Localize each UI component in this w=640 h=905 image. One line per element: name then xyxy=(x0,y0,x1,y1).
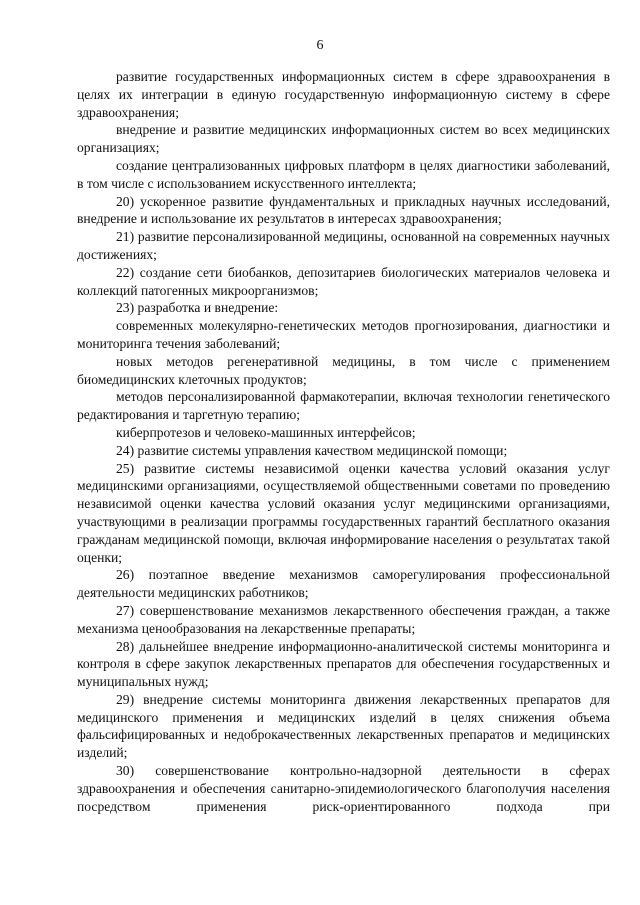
paragraph: 26) поэтапное введение механизмов саморегулирования профессиональной деятельности медицинских работников; xyxy=(77,567,610,601)
paragraph: 30) совершенствование контрольно-надзорной деятельности в сферах здравоохранения и обеспечения санитарно-эпидемиологического благополучия населения посредством применения риск-ориентированного подхода при xyxy=(77,763,610,814)
paragraph: 22) создание сети биобанков, депозитариев биологических материалов человека и коллекций патогенных микроорганизмов; xyxy=(77,264,610,298)
paragraph: 29) внедрение системы мониторинга движения лекарственных препаратов для медицинского применения и медицинских изделий в целях снижения объема фальсифицированных и недоброкачественных лекарственных препаратов и медицинских изделий; xyxy=(77,691,610,761)
paragraph: киберпротезов и человеко-машинных интерфейсов; xyxy=(116,424,416,440)
paragraph: 24) развитие системы управления качеством медицинской помощи; xyxy=(116,442,508,458)
paragraph: новых методов регенеративной медицины, в том числе с применением биомедицинских клеточных продуктов; xyxy=(77,353,610,387)
paragraph: 27) совершенствование механизмов лекарственного обеспечения граждан, а также механизма ценообразования на лекарственные препараты; xyxy=(77,602,610,636)
paragraph: методов персонализированной фармакотерапии, включая технологии генетического редактирования и таргетную терапию; xyxy=(77,389,610,423)
paragraph: 23) разработка и внедрение: xyxy=(116,300,279,316)
paragraph: 20) ускоренное развитие фундаментальных и прикладных научных исследований, внедрение и использование их результатов в интересах здравоохранения; xyxy=(77,193,610,227)
paragraph: 28) дальнейшее внедрение информационно-аналитической системы мониторинга и контроля в сфере закупок лекарственных препаратов для обеспечения государственных и муниципальных нужд; xyxy=(77,638,610,690)
paragraph: внедрение и развитие медицинских информационных систем во всех медицинских организациях; xyxy=(77,122,610,156)
page-number: 6 xyxy=(316,38,324,53)
paragraph: развитие государственных информационных систем в сфере здравоохранения в целях их интеграции в единую государственную информационную систему в сфере здравоохранения; xyxy=(77,69,610,120)
paragraph: 25) развитие системы независимой оценки качества условий оказания услуг медицинскими организациями, осуществляемой общественными советами по проведению независимой оценки качества условий оказания услуг медицинскими организациями, участвующими в реализации программы государственных гарантий бесплатного оказания гражданам медицинской помощи, включая информирование населения о результатах такой оценки; xyxy=(77,460,610,565)
body-text xyxy=(77,68,610,815)
paragraph: 21) развитие персонализированной медицины, основанной на современных научных достижениях; xyxy=(77,229,610,262)
paragraph: современных молекулярно-генетических методов прогнозирования, диагностики и мониторинга течения заболеваний; xyxy=(77,318,610,351)
paragraph: создание централизованных цифровых платформ в целях диагностики заболеваний, в том числе с использованием искусственного интеллекта; xyxy=(77,157,610,191)
